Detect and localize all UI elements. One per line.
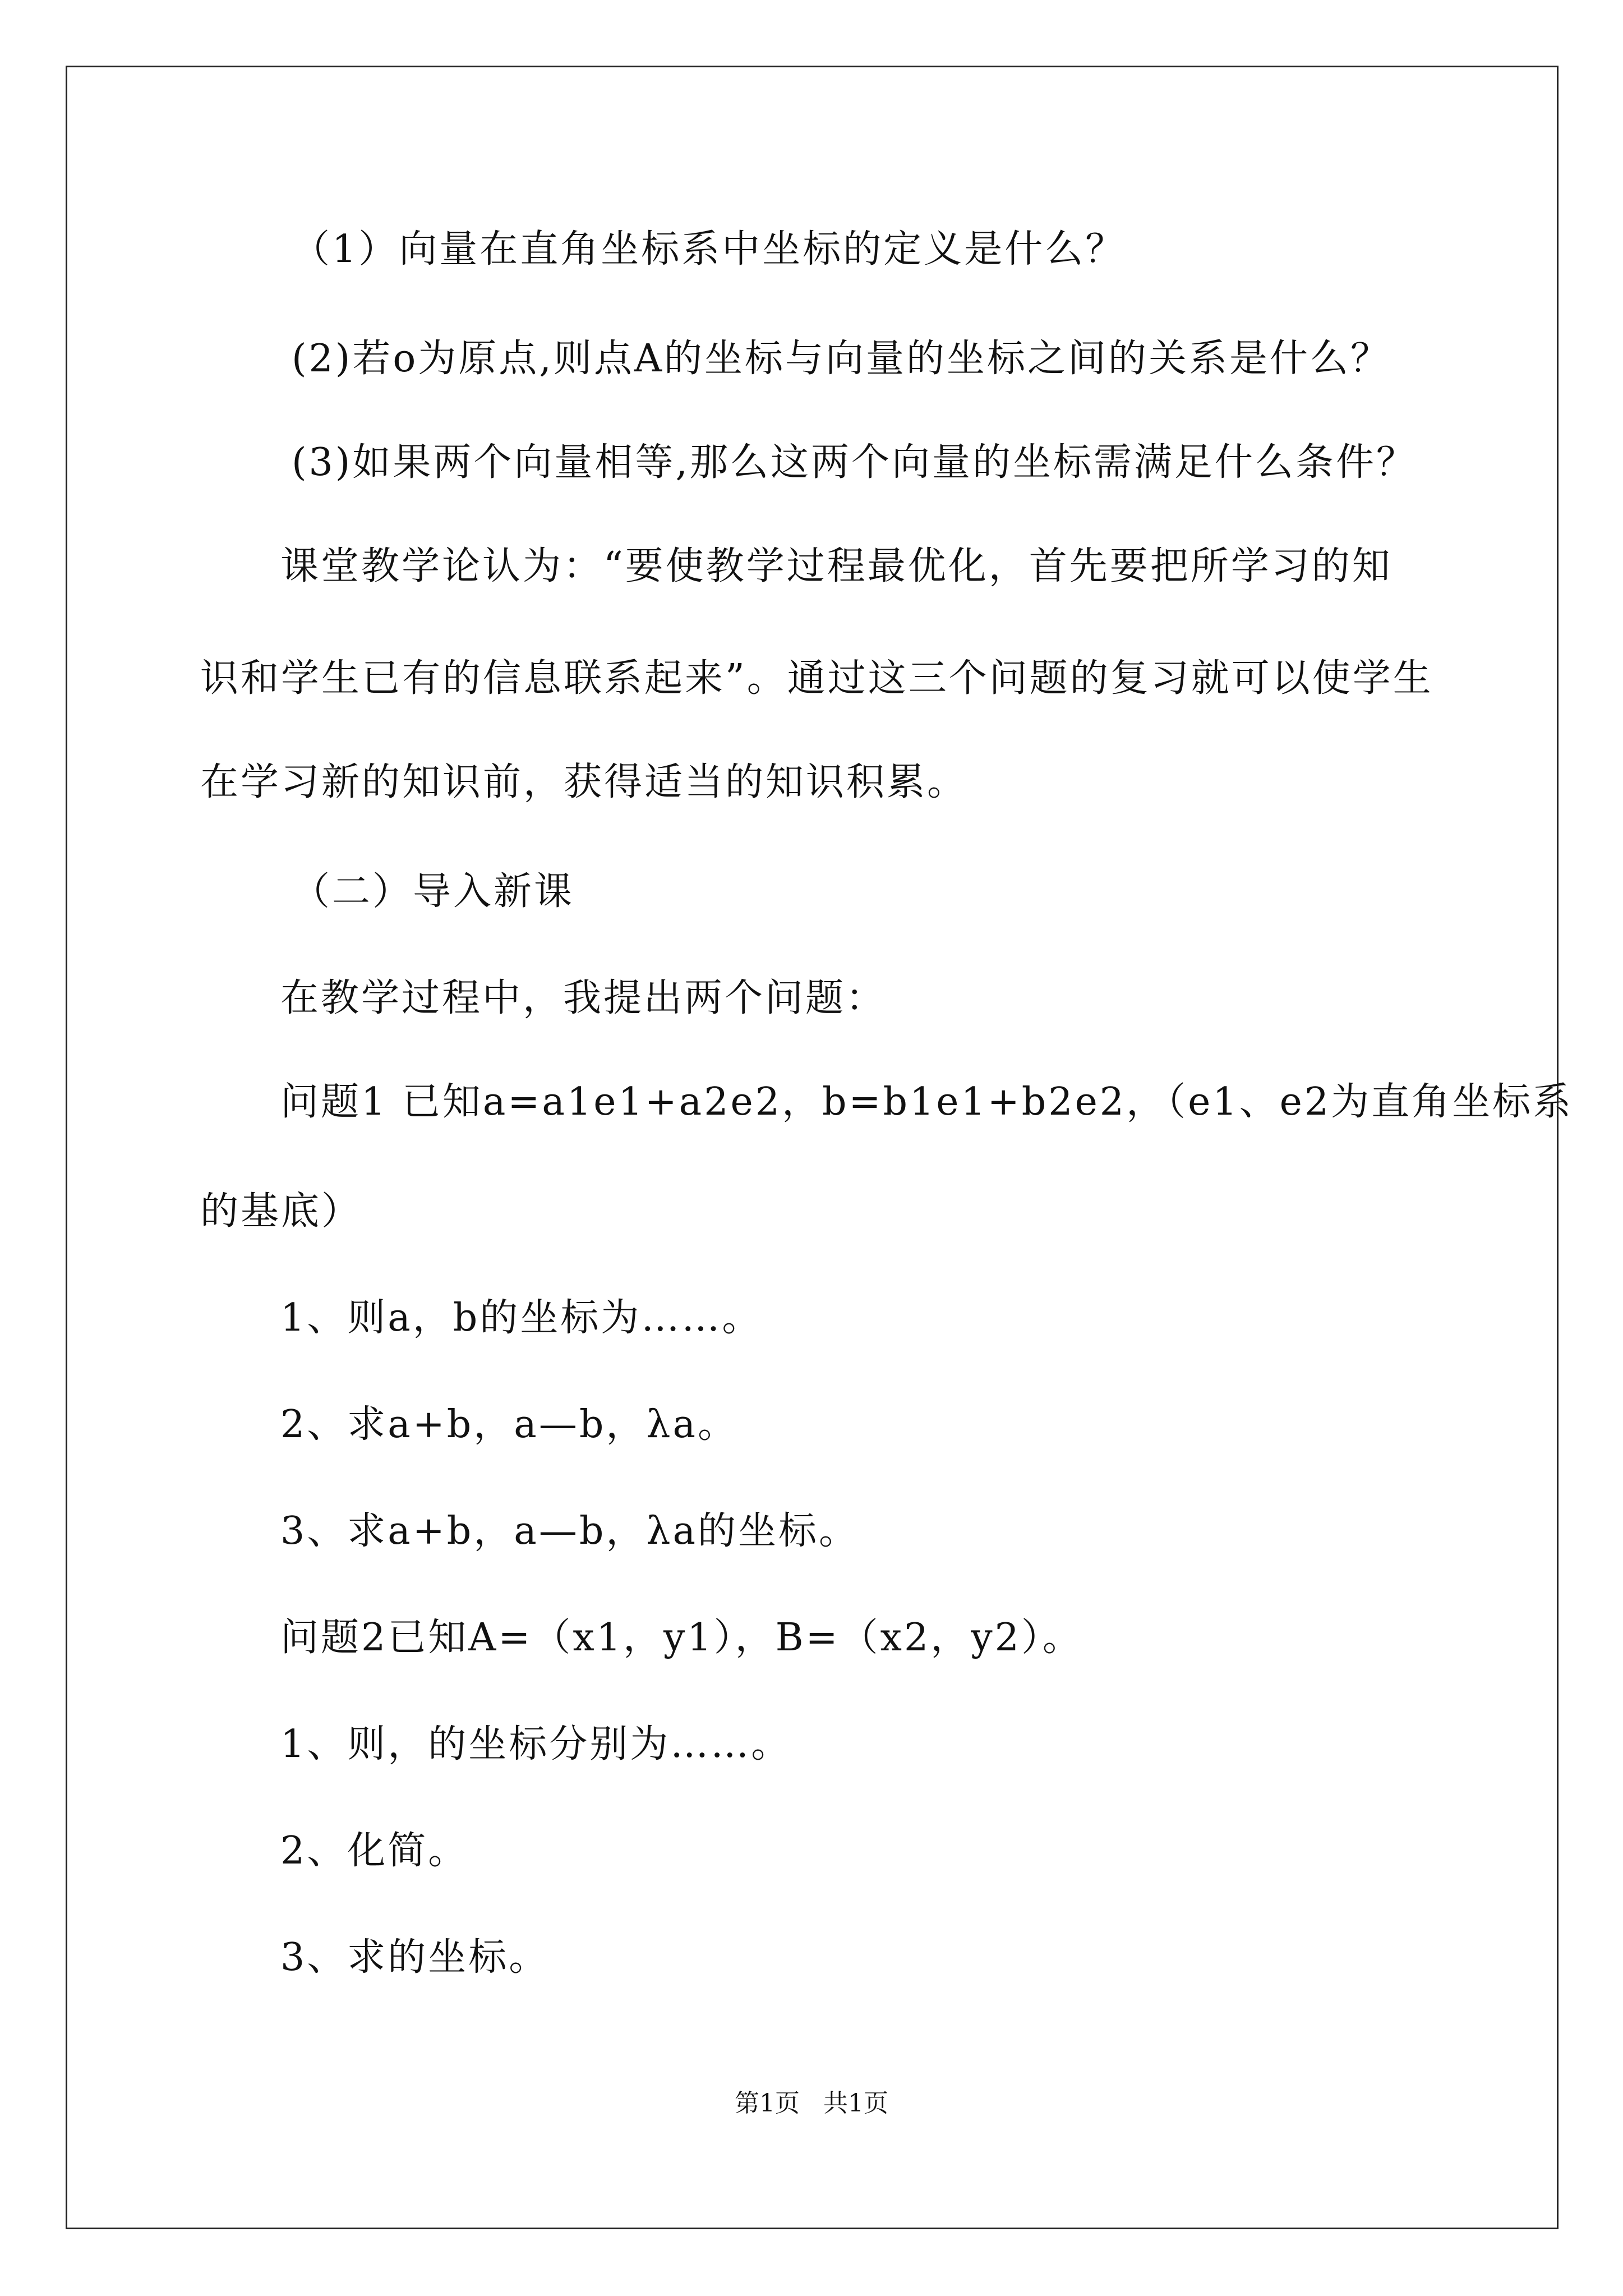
section-heading: （二）导入新课 [292,869,575,914]
paragraph-line: 在学习新的知识前，获得适当的知识积累。 [200,760,968,804]
paragraph-line: 的基底） [200,1189,362,1234]
list-item: 1、则，的坐标分别为……。 [280,1722,792,1766]
page-footer: 第1页 共1页 [735,2089,888,2118]
list-item: 2、化简。 [280,1829,469,1873]
list-item: 1、则a，b的坐标为……。 [280,1296,763,1340]
list-item: 3、求的坐标。 [280,1935,550,1980]
paragraph-line: (3)如果两个向量相等,那么这两个向量的坐标需满足什么条件？ [292,440,1417,485]
paragraph-line: 课堂教学论认为：“要使教学过程最优化，首先要把所学习的知 [280,544,1393,588]
page-border [66,66,1559,2229]
paragraph-line: (2)若o为原点,则点A的坐标与向量的坐标之间的关系是什么？ [292,337,1391,381]
paragraph-line: 问题2已知A=（x1，y1），B=（x2，y2）。 [280,1616,1083,1660]
list-item: 3、求a+b，a—b，λa的坐标。 [280,1509,860,1553]
list-item: 2、求a+b，a—b，λa。 [280,1402,739,1447]
paragraph-line: 在教学过程中，我提出两个问题： [280,976,887,1020]
paragraph-line: 问题1 已知a=a1e1+a2e2，b=b1e1+b2e2，（e1、e2为直角坐标系 [280,1080,1574,1124]
paragraph-line: （1）向量在直角坐标系中坐标的定义是什么？ [292,227,1126,272]
paragraph-line: 识和学生已有的信息联系起来”。通过这三个问题的复习就可以使学生 [200,656,1433,701]
